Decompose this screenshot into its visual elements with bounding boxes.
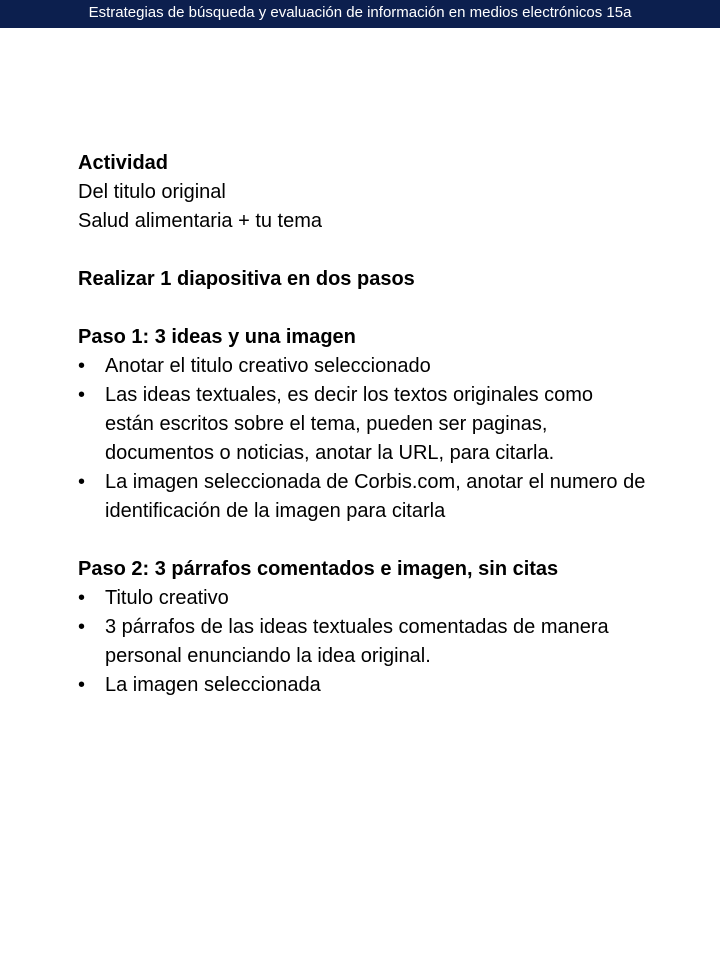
header-title: Estrategias de búsqueda y evaluación de información en medios electrónicos 15a bbox=[88, 4, 632, 21]
step1-bullet-item bbox=[78, 352, 678, 381]
step1-bullet-text: • Las ideas textuales, es decir los textos originales como están escritos sobre el tema, pueden ser paginas, documentos o noticias, anotar la URL, para citarla. bbox=[105, 384, 594, 464]
step2-bullet-item bbox=[78, 584, 678, 613]
spacer bbox=[78, 236, 678, 265]
step2-heading: Paso 2: 3 párrafos comentados e imagen, sin citas bbox=[78, 558, 559, 580]
step2-bullet-text: • Titulo creativo bbox=[105, 587, 229, 609]
step2-bullet-list bbox=[78, 584, 678, 700]
step1-heading: Paso 1: 3 ideas y una imagen bbox=[78, 326, 356, 348]
step1-bullet-item bbox=[78, 381, 678, 468]
step1-bullet-list bbox=[78, 352, 678, 526]
activity-line-1: Del titulo original bbox=[78, 181, 226, 203]
step2-bullet-text: • La imagen seleccionada bbox=[105, 674, 321, 696]
step1-bullet-text: • Anotar el titulo creativo seleccionado bbox=[105, 355, 431, 377]
step2-bullet-text: • 3 párrafos de las ideas textuales comentadas de manera personal enunciando la idea original. bbox=[105, 616, 609, 667]
slide-content bbox=[78, 149, 678, 700]
header-bar bbox=[0, 0, 720, 28]
task-heading: Realizar 1 diapositiva en dos pasos bbox=[78, 268, 415, 290]
activity-heading: Actividad bbox=[78, 152, 169, 174]
step2-bullet-item bbox=[78, 671, 678, 700]
spacer bbox=[78, 526, 678, 555]
step2-bullet-item bbox=[78, 613, 678, 671]
step1-bullet-text: • La imagen seleccionada de Corbis.com, anotar el numero de identificación de la imagen para citarla bbox=[105, 471, 646, 522]
spacer bbox=[78, 294, 678, 323]
activity-line-2: Salud alimentaria + tu tema bbox=[78, 210, 323, 232]
step1-bullet-item bbox=[78, 468, 678, 526]
